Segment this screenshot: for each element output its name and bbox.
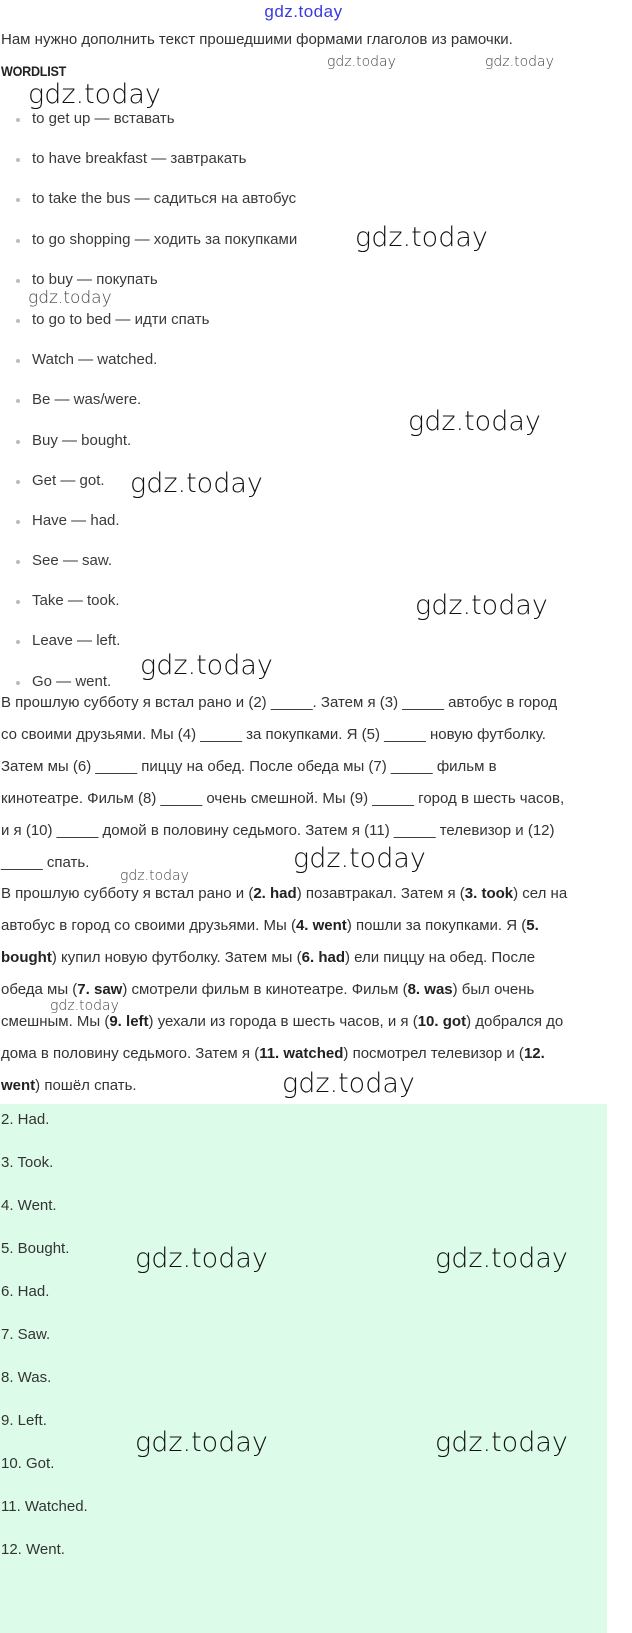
bullet-icon bbox=[16, 640, 20, 644]
watermark: gdz.today bbox=[120, 868, 189, 884]
wordlist-item-text: Be — was/were. bbox=[32, 391, 142, 409]
watermark: gdz.today bbox=[282, 1068, 415, 1099]
answer-item: 3. Took. bbox=[1, 1154, 54, 1171]
site-watermark-header: gdz.today bbox=[264, 2, 343, 21]
text-segment: ) пошли за покупками. Я ( bbox=[346, 917, 527, 934]
wordlist-item-text: to go shopping — ходить за покупками bbox=[32, 230, 298, 248]
text-segment: ) сел на bbox=[513, 885, 568, 902]
text-line bbox=[1, 687, 607, 719]
answer-word: 10. got bbox=[417, 1013, 467, 1030]
bullet-icon bbox=[16, 118, 20, 122]
bullet-icon bbox=[16, 279, 20, 283]
wordlist-heading: WORDLIST bbox=[1, 63, 67, 79]
text-segment: смешным. Мы ( bbox=[1, 1013, 110, 1030]
answer-item: 9. Left. bbox=[1, 1412, 47, 1429]
wordlist bbox=[0, 104, 297, 707]
watermark: gdz.today bbox=[435, 1243, 568, 1274]
wordlist-item-text: to have breakfast — завтракать bbox=[32, 150, 247, 168]
answer-word: 12. bbox=[523, 1045, 545, 1062]
wordlist-item bbox=[0, 104, 297, 144]
watermark: gdz.today bbox=[135, 1243, 268, 1274]
wordlist-item-text: Get — got. bbox=[32, 471, 105, 489]
text-segment: автобус в город со своими друзьями. Мы ( bbox=[1, 917, 296, 934]
wordlist-item-text: See — saw. bbox=[32, 552, 113, 570]
watermark: gdz.today bbox=[130, 468, 263, 499]
answer-item: 10. Got. bbox=[1, 1455, 55, 1472]
watermark: gdz.today bbox=[28, 79, 161, 110]
bullet-icon bbox=[16, 480, 20, 484]
wordlist-item-text: Watch — watched. bbox=[32, 351, 158, 369]
wordlist-item bbox=[0, 345, 297, 385]
wordlist-item-text: to take the bus — садиться на автобус bbox=[32, 190, 297, 208]
answer-item: 12. Went. bbox=[1, 1541, 65, 1558]
wordlist-item-text: Take — took. bbox=[32, 592, 120, 610]
answer-item: 7. Saw. bbox=[1, 1326, 51, 1343]
watermark: gdz.today bbox=[140, 650, 273, 681]
answer-word: 11. watched bbox=[259, 1045, 344, 1062]
watermark: gdz.today bbox=[327, 54, 396, 70]
text-segment: ) был очень bbox=[452, 981, 535, 998]
wordlist-item-text: Have — had. bbox=[32, 511, 120, 529]
text-segment: ) смотрели фильм в кинотеатре. Фильм ( bbox=[122, 981, 408, 998]
task-instruction: Нам нужно дополнить текст прошедшими формами глаголов из рамочки. bbox=[1, 31, 513, 48]
text-segment: ) ели пиццу на обед. После bbox=[345, 949, 536, 966]
bullet-icon bbox=[16, 440, 20, 444]
answer-word: 8. was bbox=[407, 981, 453, 998]
wordlist-item bbox=[0, 184, 297, 224]
text-segment: ) добрался до bbox=[466, 1013, 564, 1030]
watermark: gdz.today bbox=[50, 998, 119, 1014]
answer-word: 4. went bbox=[295, 917, 347, 934]
bullet-icon bbox=[16, 319, 20, 323]
answer-item: 8. Was. bbox=[1, 1369, 52, 1386]
wordlist-item-text: to get up — вставать bbox=[32, 110, 175, 127]
answer-item: 2. Had. bbox=[1, 1111, 50, 1128]
text-segment: В прошлую субботу я встал рано и (2) _____. Затем я (3) _____ автобус в город bbox=[1, 694, 558, 711]
wordlist-item-text: Leave — left. bbox=[32, 632, 121, 650]
answer-word: 2. had bbox=[253, 885, 297, 902]
watermark: gdz.today bbox=[415, 590, 548, 621]
wordlist-item-text: Buy — bought. bbox=[32, 431, 132, 449]
answers-list bbox=[0, 1104, 607, 1633]
text-segment: и я (10) _____ домой в половину седьмого. Затем я (11) _____ телевизор и (12) bbox=[1, 822, 555, 839]
text-line bbox=[1, 910, 607, 942]
text-segment: ) пошёл спать. bbox=[35, 1077, 137, 1094]
wordlist-item bbox=[0, 385, 297, 425]
answer-item: 11. Watched. bbox=[1, 1498, 88, 1515]
text-line bbox=[1, 719, 607, 751]
answer-word: went bbox=[1, 1077, 36, 1094]
text-line bbox=[1, 1038, 607, 1070]
text-line bbox=[1, 751, 607, 783]
wordlist-item bbox=[0, 426, 297, 466]
text-segment: ) купил новую футболку. Затем мы ( bbox=[51, 949, 302, 966]
bullet-icon bbox=[16, 158, 20, 162]
bullet-icon bbox=[16, 359, 20, 363]
text-segment: В прошлую субботу я встал рано и ( bbox=[1, 885, 254, 902]
text-segment: ) позавтракал. Затем я ( bbox=[296, 885, 465, 902]
text-segment: со своими друзьями. Мы (4) _____ за покупками. Я (5) _____ новую футболку. bbox=[1, 726, 546, 743]
text-segment: _____ спать. bbox=[1, 854, 90, 871]
wordlist-item bbox=[0, 586, 297, 626]
answer-word: 3. took bbox=[464, 885, 514, 902]
wordlist-item-text: Go — went. bbox=[32, 672, 112, 690]
text-segment: кинотеатре. Фильм (8) _____ очень смешной. Мы (9) _____ город в шесть часов, bbox=[1, 790, 565, 807]
answer-word: bought bbox=[1, 949, 52, 966]
text-segment: дома в половину седьмого. Затем я ( bbox=[1, 1045, 260, 1062]
answer-item: 5. Bought. bbox=[1, 1240, 70, 1257]
watermark: gdz.today bbox=[135, 1427, 268, 1458]
watermark: gdz.today bbox=[485, 54, 554, 70]
wordlist-item-text: to buy — покупать bbox=[32, 270, 158, 288]
wordlist-item bbox=[0, 305, 297, 345]
bullet-icon bbox=[16, 681, 20, 685]
text-segment: Затем мы (6) _____ пиццу на обед. После обеда мы (7) _____ фильм в bbox=[1, 758, 497, 775]
bullet-icon bbox=[16, 600, 20, 604]
answer-word: 7. saw bbox=[77, 981, 123, 998]
watermark: gdz.today bbox=[293, 843, 426, 874]
wordlist-item bbox=[0, 546, 297, 586]
text-line bbox=[1, 942, 607, 974]
wordlist-item-text: to go to bed — идти спать bbox=[32, 310, 210, 328]
wordlist-item bbox=[0, 225, 297, 265]
text-line bbox=[1, 783, 607, 815]
answer-word: 6. had bbox=[301, 949, 345, 966]
watermark: gdz.today bbox=[435, 1427, 568, 1458]
text-segment: ) посмотрел телевизор и ( bbox=[343, 1045, 524, 1062]
wordlist-item bbox=[0, 506, 297, 546]
text-segment: ) уехали из города в шесть часов, и я ( bbox=[148, 1013, 418, 1030]
bullet-icon bbox=[16, 198, 20, 202]
wordlist-item bbox=[0, 144, 297, 184]
answer-word: 9. left bbox=[109, 1013, 149, 1030]
bullet-icon bbox=[16, 520, 20, 524]
answer-word: 5. bbox=[526, 917, 539, 934]
watermark: gdz.today bbox=[355, 222, 488, 253]
text-segment: обеда мы ( bbox=[1, 981, 78, 998]
text-line bbox=[1, 878, 607, 910]
bullet-icon bbox=[16, 399, 20, 403]
answer-item: 4. Went. bbox=[1, 1197, 57, 1214]
bullet-icon bbox=[16, 560, 20, 564]
answer-item: 6. Had. bbox=[1, 1283, 50, 1300]
watermark: gdz.today bbox=[28, 288, 112, 308]
bullet-icon bbox=[16, 239, 20, 243]
watermark: gdz.today bbox=[408, 406, 541, 437]
